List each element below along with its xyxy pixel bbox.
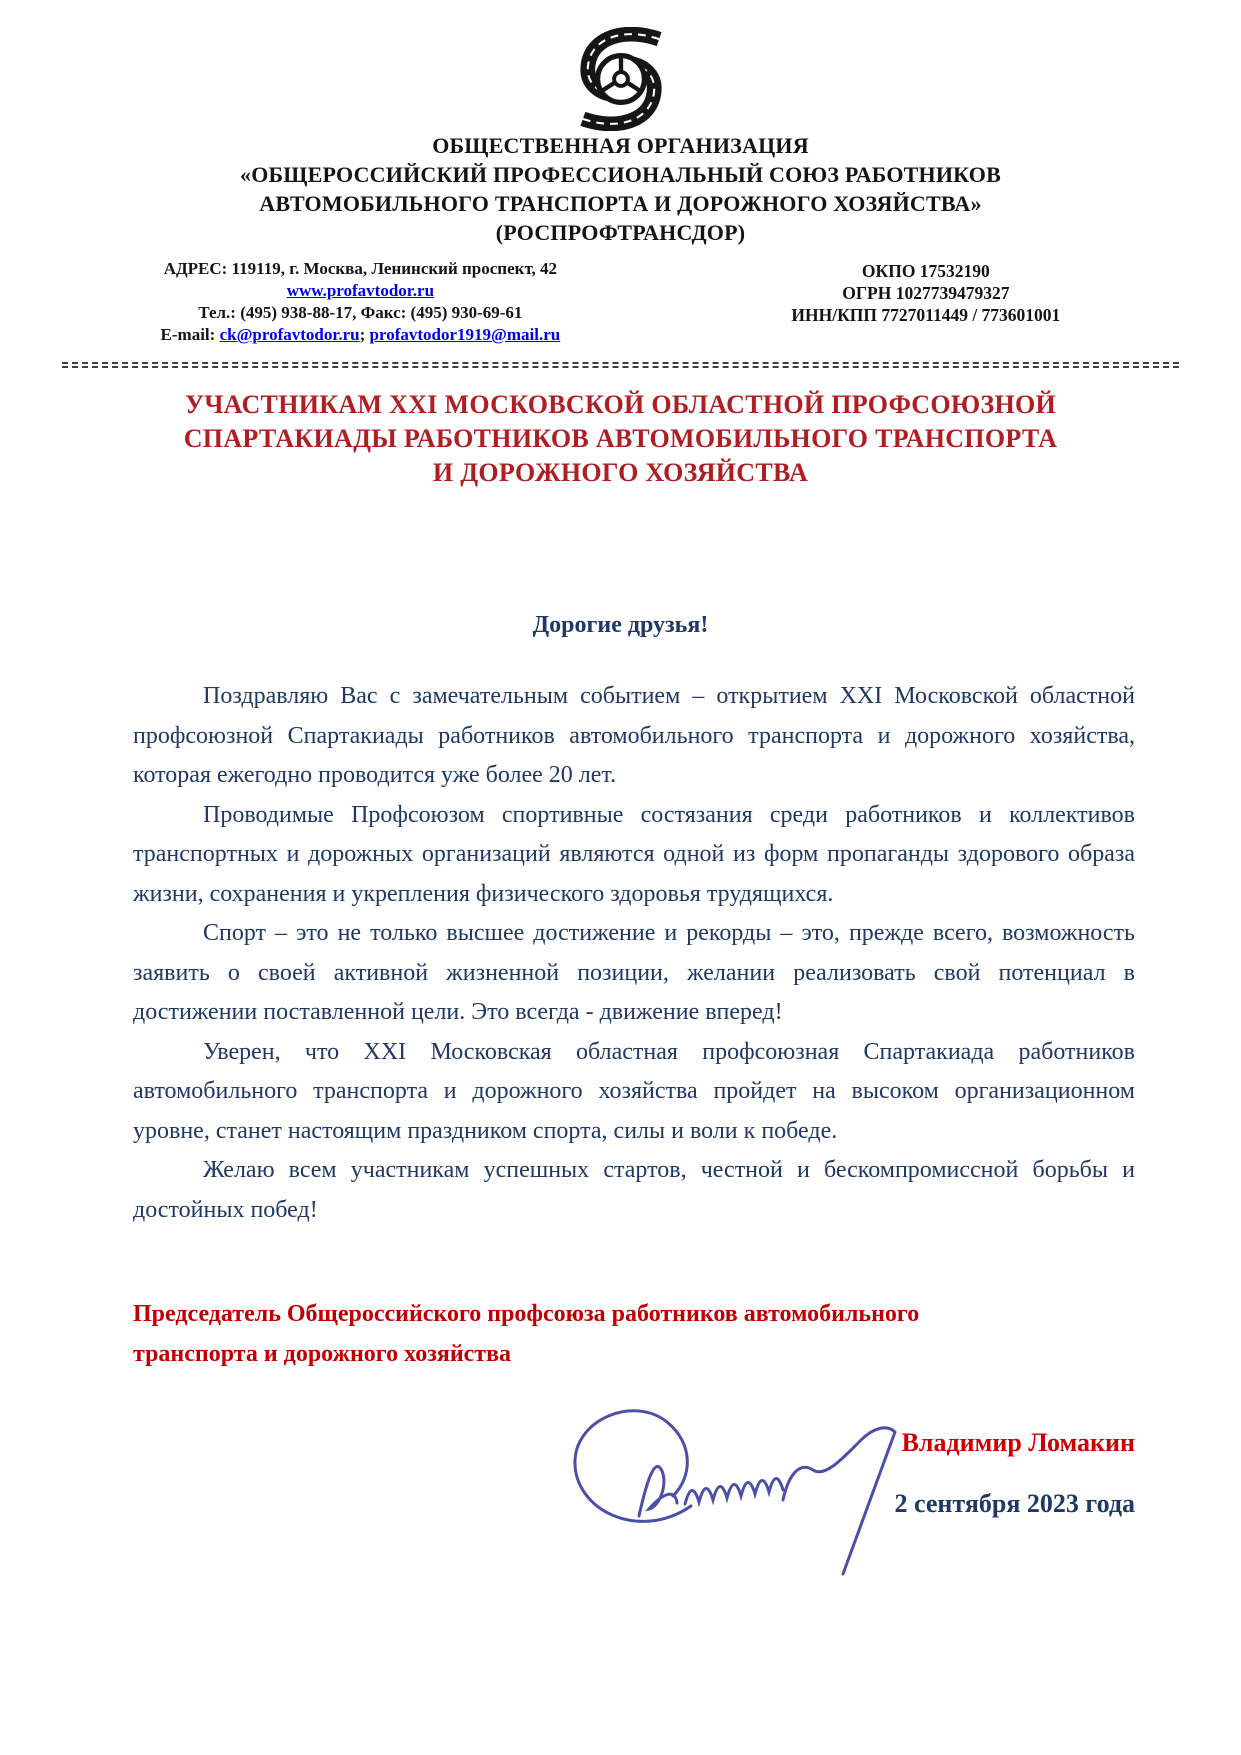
paragraph-1: Поздравляю Вас с замечательным событием – открытием XXI Московской областной профсоюзной Спартакиады работников автомобильного транспорта и дорожного хозяйства, которая ежегодно проводится уже более 20 лет. xyxy=(133,683,1135,788)
org-short-name: (РОСПРОФТРАНСДОР) xyxy=(495,220,746,245)
email-line xyxy=(55,324,666,346)
letter-title xyxy=(0,388,1241,490)
email-label: E-mail: xyxy=(160,325,216,344)
logo-graphic xyxy=(567,27,675,131)
registry-block xyxy=(666,258,1186,346)
org-name-line-1: «ОБЩЕРОССИЙСКИЙ ПРОФЕССИОНАЛЬНЫЙ СОЮЗ РАБОТНИКОВ xyxy=(240,162,1001,187)
okpo-line: ОКПО 17532190 xyxy=(861,261,990,281)
paragraph-3: Спорт – это не только высшее достижение и рекорды – это, прежде всего, возможность заявить о своей активной жизненной позиции, желании реализовать свой потенциал в достижении поставленной цели. Это всегда - движение вперед! xyxy=(133,920,1135,1025)
letter-date: 2 сентября 2023 года xyxy=(894,1489,1135,1518)
title-line-1: УЧАСТНИКАМ XXI МОСКОВСКОЙ ОБЛАСТНОЙ ПРОФСОЮЗНОЙ xyxy=(184,390,1057,419)
email-separator: ; xyxy=(359,325,366,344)
letterhead-divider xyxy=(62,362,1179,368)
contact-block xyxy=(55,258,666,346)
website-link[interactable]: www.profavtodor.ru xyxy=(286,281,435,300)
email-link-1[interactable]: ck@profavtodor.ru xyxy=(219,325,360,344)
handwritten-signature xyxy=(543,1388,943,1578)
email-link-2[interactable]: profavtodor1919@mail.ru xyxy=(369,325,561,344)
title-line-2: СПАРТАКИАДЫ РАБОТНИКОВ АВТОМОБИЛЬНОГО ТРАНСПОРТА xyxy=(183,424,1058,453)
title-line-3: И ДОРОЖНОГО ХОЗЯЙСТВА xyxy=(432,458,809,487)
org-name-line-2: АВТОМОБИЛЬНОГО ТРАНСПОРТА И ДОРОЖНОГО ХОЗЯЙСТВА» xyxy=(259,191,982,216)
salutation: Дорогие друзья! xyxy=(532,612,709,638)
phone-fax-line: Тел.: (495) 938-88-17, Факс: (495) 930-69-61 xyxy=(198,303,523,322)
signer-position xyxy=(133,1294,1135,1374)
paragraph-4: Уверен, что XXI Московская областная профсоюзная Спартакиада работников автомобильного транспорта и дорожного хозяйства пройдет на высоком организационном уровне, станет настоящим праздником спорта, силы и воли к победе. xyxy=(133,1038,1135,1144)
paragraph-2: Проводимые Профсоюзом спортивные состязания среди работников и коллективов транспортных и дорожных организаций являются одной из форм пропаганды здорового образа жизни, сохранения и укрепления физического здоровья трудящихся. xyxy=(133,801,1135,907)
signer-position-line-2: транспорта и дорожного хозяйства xyxy=(133,1341,512,1367)
ogrn-line: ОГРН 1027739479327 xyxy=(842,283,1010,303)
roadway-steering-wheel-logo-icon xyxy=(566,26,676,131)
letterhead-details xyxy=(55,258,1186,346)
signature-area xyxy=(133,1426,1135,1520)
org-header xyxy=(0,131,1241,247)
inn-kpp-line: ИНН/КПП 7727011449 / 773601001 xyxy=(791,305,1061,325)
org-type-line: ОБЩЕСТВЕННАЯ ОРГАНИЗАЦИЯ xyxy=(432,133,809,158)
signer-position-line-1: Председатель Общероссийского профсоюза работников автомобильного xyxy=(133,1301,920,1327)
address-line: АДРЕС: 119119, г. Москва, Ленинский проспект, 42 xyxy=(163,259,558,278)
letter-body xyxy=(133,677,1135,1230)
signer-name: Владимир Ломакин xyxy=(901,1428,1135,1457)
paragraph-5: Желаю всем участникам успешных стартов, честной и бескомпромиссной борьбы и достойных побед! xyxy=(133,1157,1135,1223)
